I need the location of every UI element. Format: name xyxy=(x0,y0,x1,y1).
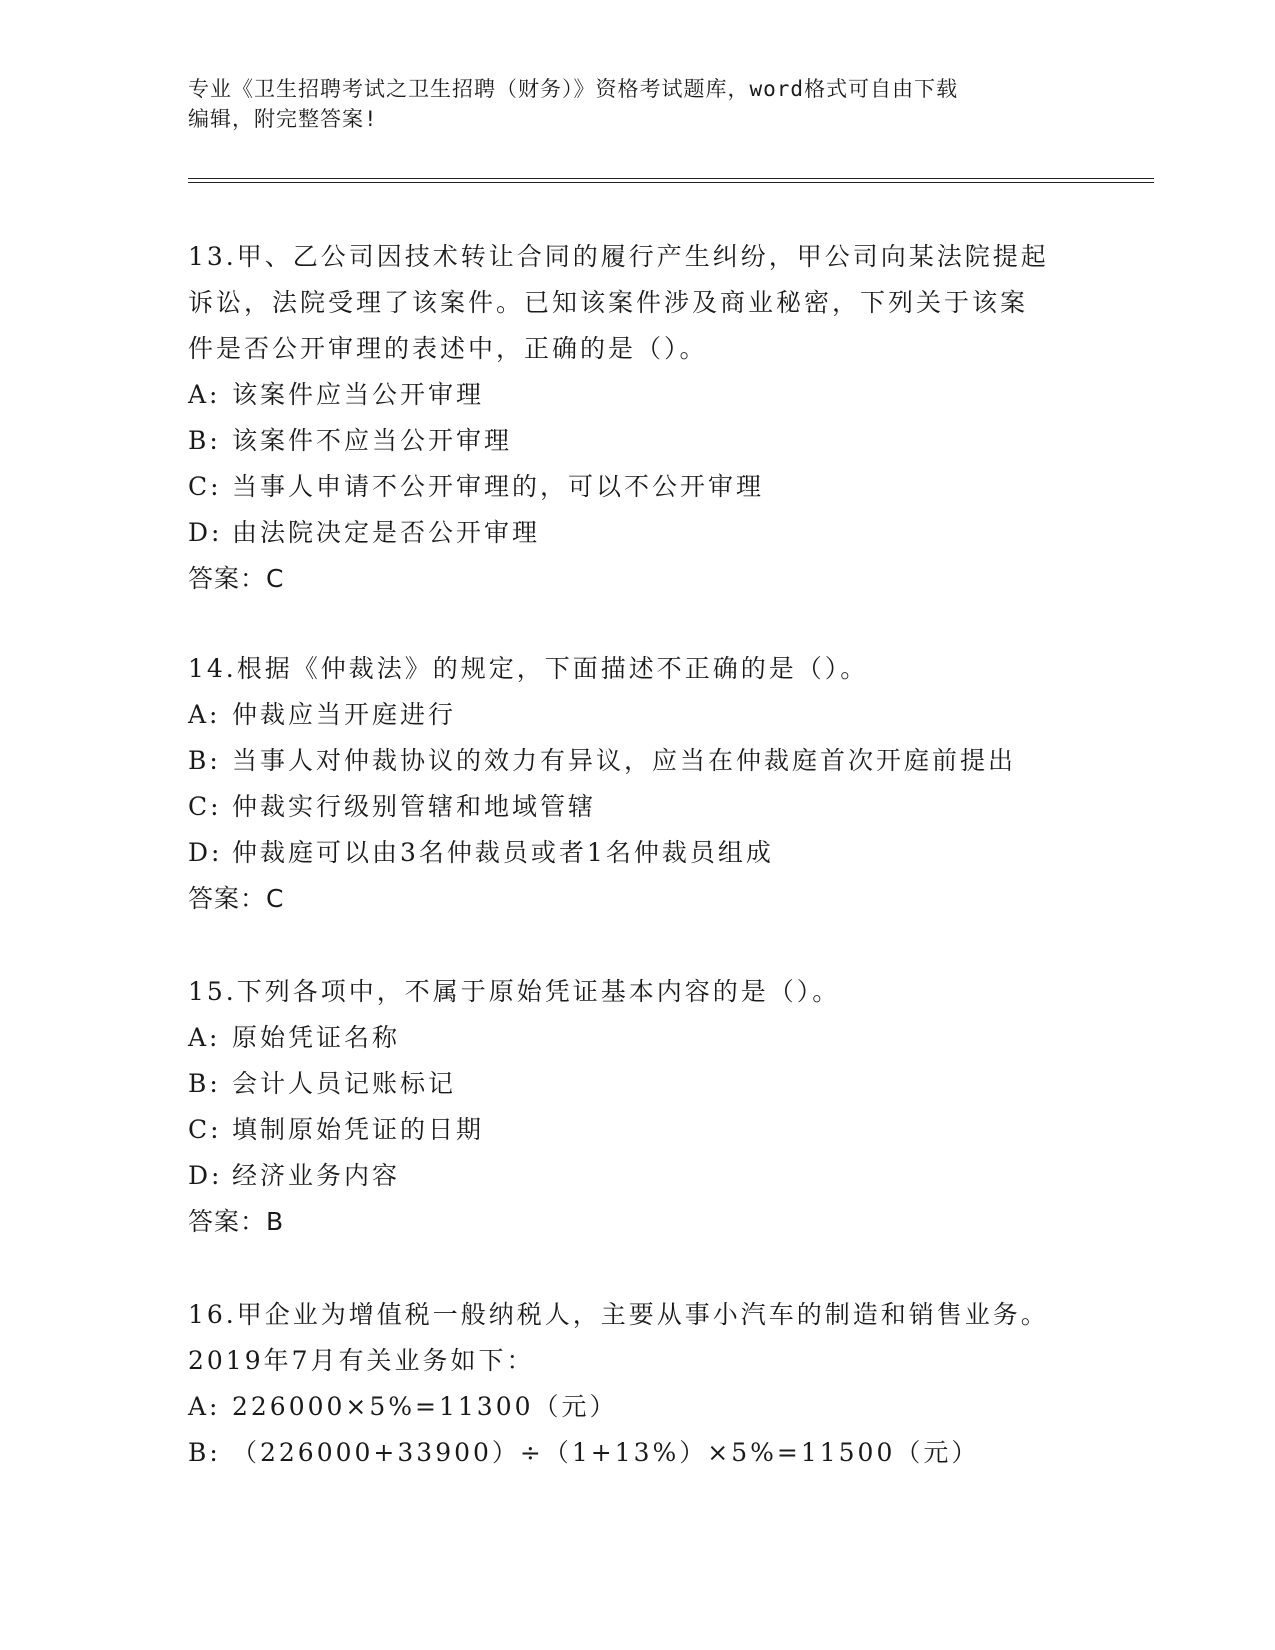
option-text: 当事人对仲裁协议的效力有异议，应当在仲裁庭首次开庭前提出 xyxy=(232,746,1017,775)
option-a xyxy=(188,1384,1088,1430)
option-a xyxy=(188,692,1088,738)
option-d xyxy=(188,510,1088,556)
option-key: A: xyxy=(188,380,221,409)
option-text: 仲裁实行级别管辖和地域管辖 xyxy=(232,792,597,821)
answer: 答案：C xyxy=(188,884,285,913)
option-a xyxy=(188,372,1088,418)
option-key: A: xyxy=(188,700,221,729)
option-text: 该案件不应当公开审理 xyxy=(232,426,513,455)
question-stem-line: 14.根据《仲裁法》的规定，下面描述不正确的是（）。 xyxy=(188,654,869,683)
option-c xyxy=(188,464,1088,510)
option-b xyxy=(188,418,1088,464)
option-key: C: xyxy=(188,792,222,821)
option-text: 仲裁应当开庭进行 xyxy=(232,700,457,729)
option-b xyxy=(188,738,1088,784)
header-line-1: 专业《卫生招聘考试之卫生招聘（财务）》资格考试题库，word格式可自由下载 xyxy=(188,77,959,101)
option-text: 该案件应当公开审理 xyxy=(232,380,485,409)
question-stem-line: 16.甲企业为增值税一般纳税人，主要从事小汽车的制造和销售业务。 xyxy=(188,1300,1049,1329)
question-stem-line: 诉讼，法院受理了该案件。已知该案件涉及商业秘密，下列关于该案 xyxy=(188,288,1029,317)
option-text: 由法院决定是否公开审理 xyxy=(232,518,541,547)
option-key: A: xyxy=(188,1023,221,1052)
option-d xyxy=(188,1153,1088,1199)
question-14 xyxy=(188,646,1088,922)
question-16 xyxy=(188,1292,1088,1476)
header-line-2: 编辑，附完整答案! xyxy=(188,107,378,131)
option-b xyxy=(188,1061,1088,1107)
option-text: 226000×5%=11300（元） xyxy=(232,1392,618,1421)
option-text: 经济业务内容 xyxy=(232,1161,401,1190)
option-key: B: xyxy=(188,1438,221,1467)
option-key: B: xyxy=(188,426,221,455)
option-text: 当事人申请不公开审理的，可以不公开审理 xyxy=(232,472,765,501)
question-stem-line: 2019年7月有关业务如下： xyxy=(188,1346,535,1375)
answer: 答案：B xyxy=(188,1207,285,1236)
option-b xyxy=(188,1430,1088,1476)
question-stem-line: 件是否公开审理的表述中，正确的是（）。 xyxy=(188,334,708,363)
document-header xyxy=(188,74,1088,134)
option-text: 原始凭证名称 xyxy=(232,1023,401,1052)
option-key: C: xyxy=(188,472,222,501)
option-c xyxy=(188,784,1088,830)
answer: 答案：C xyxy=(188,564,285,593)
option-key: C: xyxy=(188,1115,222,1144)
option-key: B: xyxy=(188,1069,221,1098)
question-15 xyxy=(188,969,1088,1245)
option-a xyxy=(188,1015,1088,1061)
option-d xyxy=(188,830,1088,876)
option-key: A: xyxy=(188,1392,221,1421)
question-13 xyxy=(188,234,1088,602)
option-c xyxy=(188,1107,1088,1153)
option-key: D: xyxy=(188,1161,223,1190)
option-key: D: xyxy=(188,838,223,867)
option-text: 会计人员记账标记 xyxy=(232,1069,457,1098)
header-divider-top xyxy=(188,178,1154,179)
option-text: （226000+33900）÷（1+13%）×5%=11500（元） xyxy=(232,1438,980,1467)
option-key: D: xyxy=(188,518,223,547)
option-text: 仲裁庭可以由3名仲裁员或者1名仲裁员组成 xyxy=(232,838,774,867)
question-stem-line: 15.下列各项中，不属于原始凭证基本内容的是（）。 xyxy=(188,977,841,1006)
option-text: 填制原始凭证的日期 xyxy=(232,1115,485,1144)
question-stem-line: 13.甲、乙公司因技术转让合同的履行产生纠纷，甲公司向某法院提起 xyxy=(188,242,1049,271)
header-divider-bottom xyxy=(188,182,1154,183)
option-key: B: xyxy=(188,746,221,775)
